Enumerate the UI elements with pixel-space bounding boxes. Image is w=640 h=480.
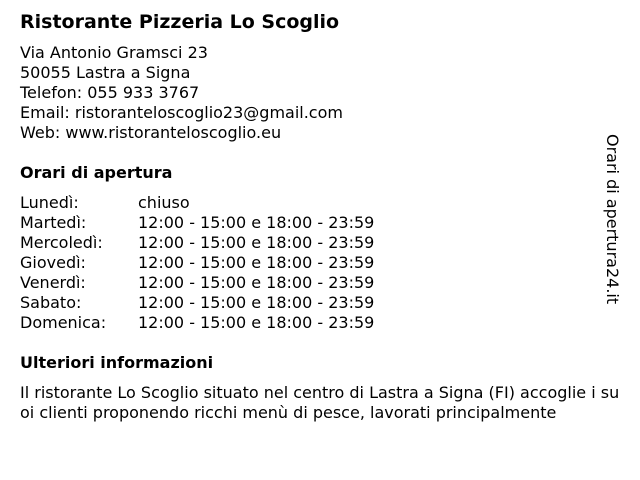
hours-row [20, 293, 374, 313]
hours-row [20, 313, 374, 333]
hours-row [20, 193, 374, 213]
day-hours: 12:00 - 15:00 e 18:00 - 23:59 [138, 253, 375, 272]
day-hours: 12:00 - 15:00 e 18:00 - 23:59 [138, 293, 375, 312]
info-heading: Ulteriori informazioni [20, 353, 214, 372]
hours-row [20, 213, 374, 233]
contact-block [20, 43, 610, 143]
day-label: Venerdì: [20, 273, 86, 292]
restaurant-name: Ristorante Pizzeria Lo Scoglio [20, 11, 340, 33]
day-label: Giovedì: [20, 253, 86, 272]
hours-row [20, 253, 374, 273]
address-city: 50055 Lastra a Signa [20, 63, 191, 82]
email-line: Email: ristoranteloscoglio23@gmail.com [20, 103, 343, 122]
info-description: Il ristorante Lo Scoglio situato nel centro di Lastra a Signa (FI) accoglie i suoi clienti proponendo ricchi menù di pesce, lavorati principalmente [20, 383, 620, 422]
hours-heading: Orari di apertura [20, 163, 173, 182]
phone-line: Telefon: 055 933 3767 [20, 83, 200, 102]
hours-row [20, 233, 374, 253]
day-hours: 12:00 - 15:00 e 18:00 - 23:59 [138, 233, 375, 252]
hours-table [20, 193, 374, 333]
day-hours: 12:00 - 15:00 e 18:00 - 23:59 [138, 313, 375, 332]
day-label: Sabato: [20, 293, 82, 312]
day-label: Lunedì: [20, 193, 79, 212]
site-watermark: Orari di apertura24.it [603, 134, 622, 305]
day-hours: chiuso [138, 193, 190, 212]
day-label: Mercoledì: [20, 233, 103, 252]
day-hours: 12:00 - 15:00 e 18:00 - 23:59 [138, 273, 375, 292]
day-label: Domenica: [20, 313, 107, 332]
web-line: Web: www.ristoranteloscoglio.eu [20, 123, 282, 142]
day-label: Martedì: [20, 213, 87, 232]
address-street: Via Antonio Gramsci 23 [20, 43, 208, 62]
hours-row [20, 273, 374, 293]
day-hours: 12:00 - 15:00 e 18:00 - 23:59 [138, 213, 375, 232]
